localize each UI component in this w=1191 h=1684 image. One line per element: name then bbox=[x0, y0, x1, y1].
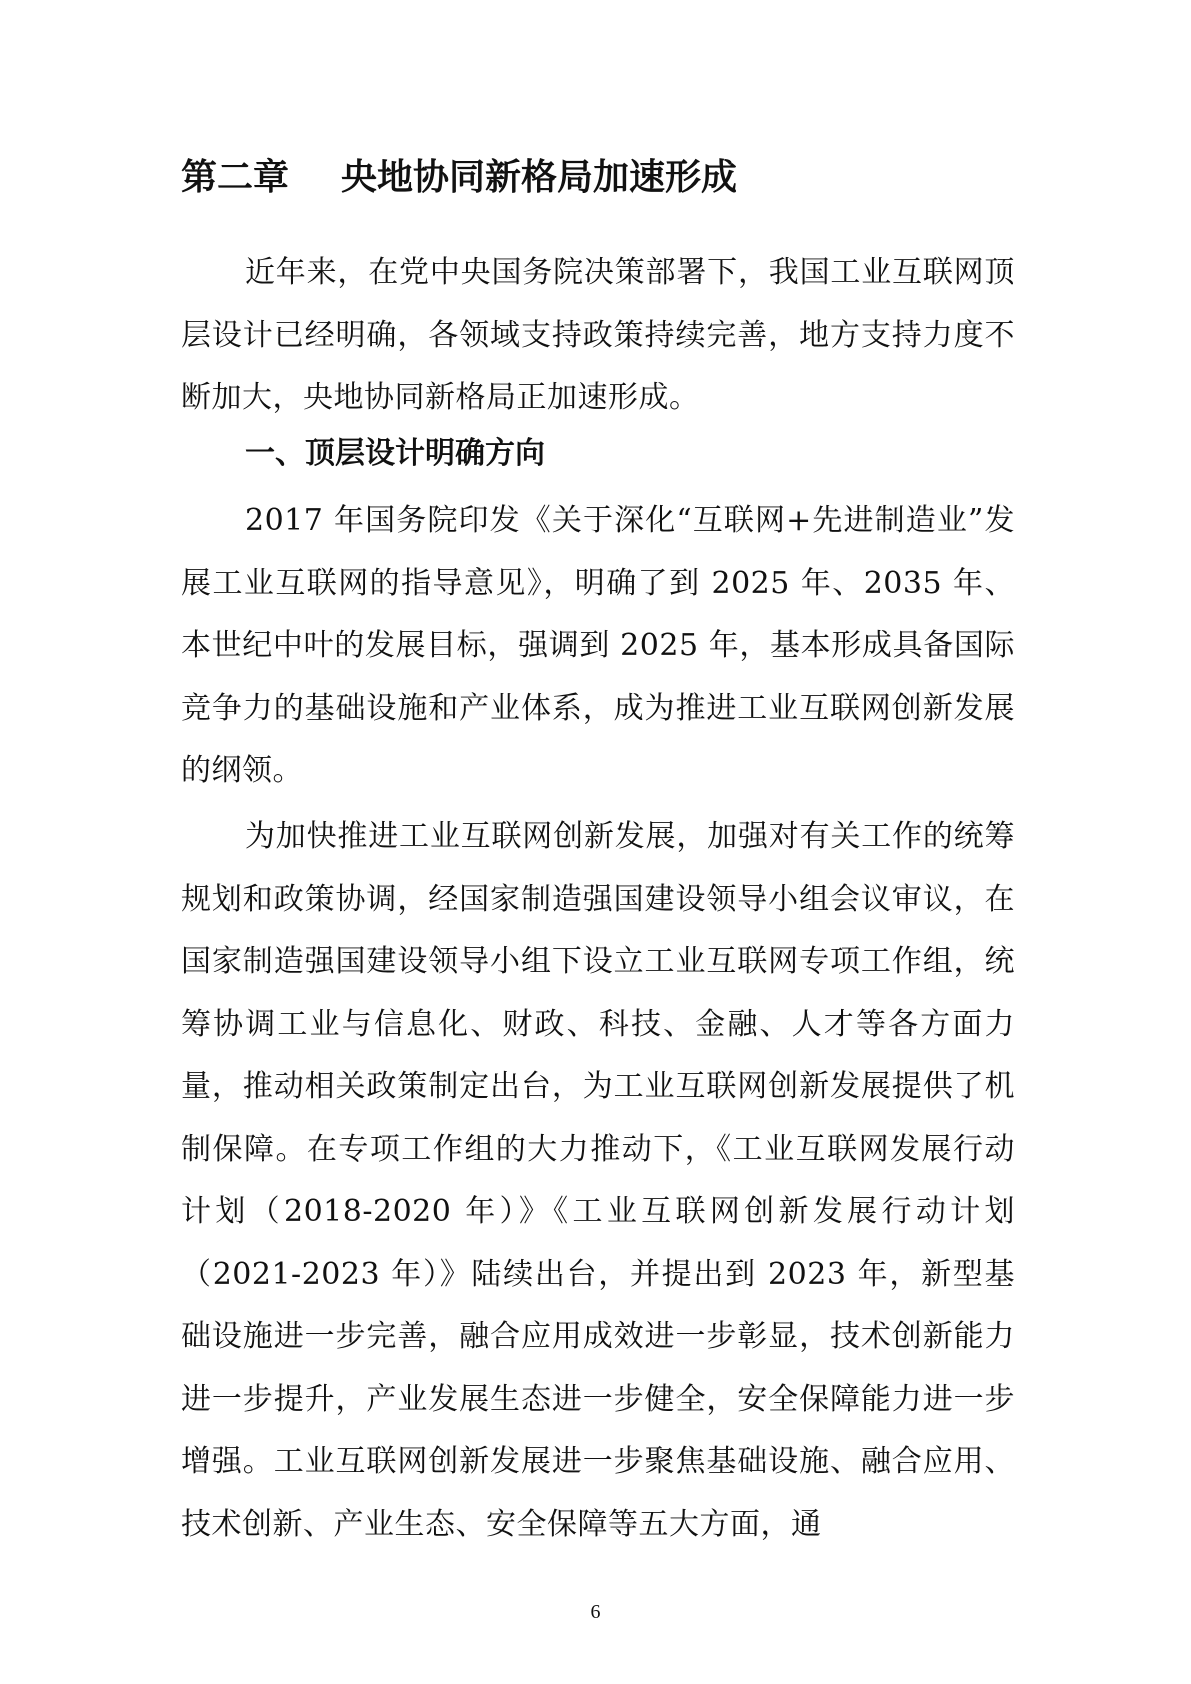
intro-paragraph: 近年来，在党中央国务院决策部署下，我国工业互联网顶层设计已经明确，各领域支持政策持续完善，地方支持力度不断加大，央地协同新格局正加速形成。 bbox=[181, 255, 1015, 415]
chapter-number: 第二章 bbox=[181, 157, 290, 198]
page-number: 6 bbox=[590, 1601, 601, 1623]
body-paragraph: 2017 年国务院印发《关于深化“互联网+先进制造业”发展工业互联网的指导意见》，明确了到 2025 年、2035 年、本世纪中叶的发展目标，强调到 2025 年，基本形成具备国际竞争力的基础设施和产业体系，成为推进工业互联网创新发展的纲领。 bbox=[181, 503, 1015, 788]
body-paragraph: 为加快推进工业互联网创新发展，加强对有关工作的统筹规划和政策协调，经国家制造强国建设领导小组会议审议，在国家制造强国建设领导小组下设立工业互联网专项工作组，统筹协调工业与信息化、财政、科技、金融、人才等各方面力量，推动相关政策制定出台，为工业互联网创新发展提供了机制保障。在专项工作组的大力推动下，《工业互联网发展行动计划（2018-2020 年）》《工业互联网创新发展行动计划（2021-2023 年）》陆续出台，并提出到 2023 年，新型基础设施进一步完善，融合应用成效进一步彰显，技术创新能力进一步提升，产业发展生态进一步健全，安全保障能力进一步增强。工业互联网创新发展进一步聚焦基础设施、融合应用、技术创新、产业生态、安全保障等五大方面，通 bbox=[181, 819, 1015, 1542]
section-heading: 一、顶层设计明确方向 bbox=[245, 436, 545, 471]
chapter-title-text: 央地协同新格局加速形成 bbox=[341, 157, 738, 198]
chapter-title bbox=[181, 156, 737, 200]
